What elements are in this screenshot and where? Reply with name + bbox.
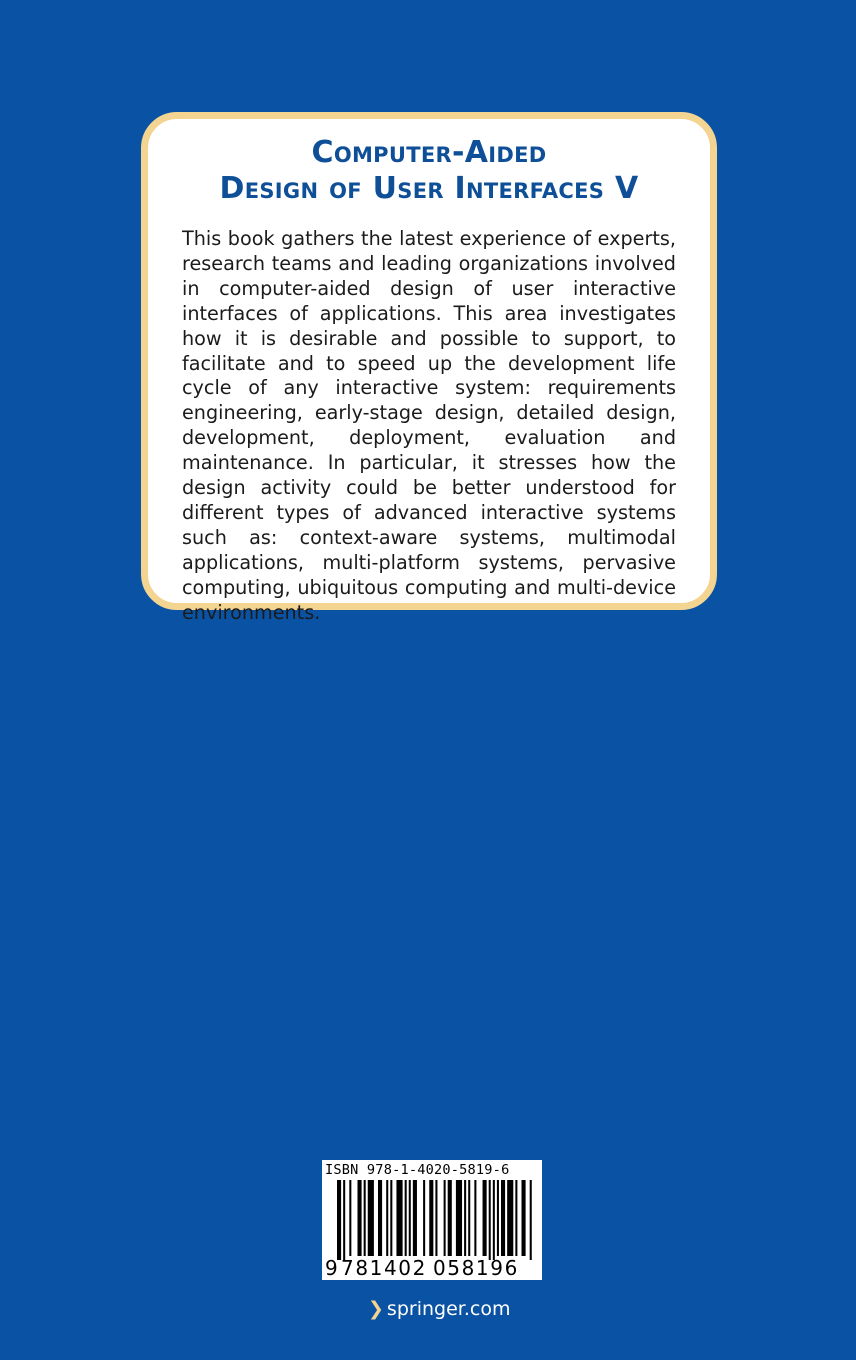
barcode-bar xyxy=(515,1180,517,1256)
barcode-digit-lead: 9 xyxy=(325,1256,338,1280)
barcode-bars xyxy=(325,1180,539,1260)
barcode-bar xyxy=(497,1180,499,1256)
barcode-bar xyxy=(489,1180,491,1260)
barcode-bar xyxy=(413,1180,417,1256)
barcode-bar xyxy=(405,1180,407,1256)
barcode-bar xyxy=(448,1180,452,1256)
barcode-bar xyxy=(522,1180,526,1256)
barcode-bar xyxy=(468,1180,470,1256)
barcode-bar xyxy=(444,1180,446,1256)
publisher-link[interactable] xyxy=(368,1297,510,1321)
barcode-bar xyxy=(456,1180,462,1256)
book-description: This book gathers the latest experience of experts, research teams and leading organizations involved in computer-aided design of user interactive interfaces of applications. This area investigates how it is desirable and possible to support, to facilitate and to speed up the development life cycle of any interactive system: requirements engineering, early-stage design, detailed design, development, deployment, evaluation and maintenance. In particular, it stresses how the design activity could be better understood for different types of advanced interactive systems such as: context-aware systems, multimodal applications, multi-platform systems, pervasive computing, ubiquitous computing and multi-device environments. xyxy=(182,227,676,624)
publisher-url: springer.com xyxy=(386,1298,511,1320)
book-title xyxy=(182,135,676,207)
barcode-bar xyxy=(390,1180,392,1256)
barcode-digits xyxy=(325,1258,539,1278)
barcode-bar xyxy=(337,1180,341,1260)
barcode-bar xyxy=(396,1180,402,1256)
barcode-bar xyxy=(349,1180,351,1256)
barcode-bar xyxy=(368,1180,374,1256)
barcode-bar xyxy=(364,1180,366,1256)
barcode-digit-group-1: 781402 xyxy=(341,1256,427,1280)
barcode-bar xyxy=(358,1180,362,1256)
barcode-bar xyxy=(435,1180,437,1256)
title-line-2: Design of User Interfaces V xyxy=(219,171,639,206)
barcode-bar xyxy=(386,1180,388,1256)
isbn-barcode xyxy=(322,1160,542,1280)
barcode-bar xyxy=(343,1180,345,1260)
barcode-bar xyxy=(530,1180,532,1260)
barcode-bar xyxy=(501,1180,505,1256)
title-line-1: Computer-Aided xyxy=(311,135,547,170)
barcode-bar xyxy=(378,1180,382,1256)
barcode-bar xyxy=(429,1180,433,1256)
chevron-right-icon: ❯ xyxy=(368,1298,384,1320)
barcode-bar xyxy=(493,1180,495,1260)
barcode-bar xyxy=(483,1180,487,1256)
isbn-label: ISBN 978-1-4020-5819-6 xyxy=(325,1162,510,1178)
barcode-bar xyxy=(409,1180,411,1256)
barcode-bar xyxy=(474,1180,476,1256)
blurb-card xyxy=(141,112,717,624)
barcode-bar xyxy=(423,1180,425,1256)
barcode-bar xyxy=(464,1180,466,1256)
barcode-digit-group-2: 058196 xyxy=(432,1256,519,1280)
barcode-bar xyxy=(507,1180,513,1256)
